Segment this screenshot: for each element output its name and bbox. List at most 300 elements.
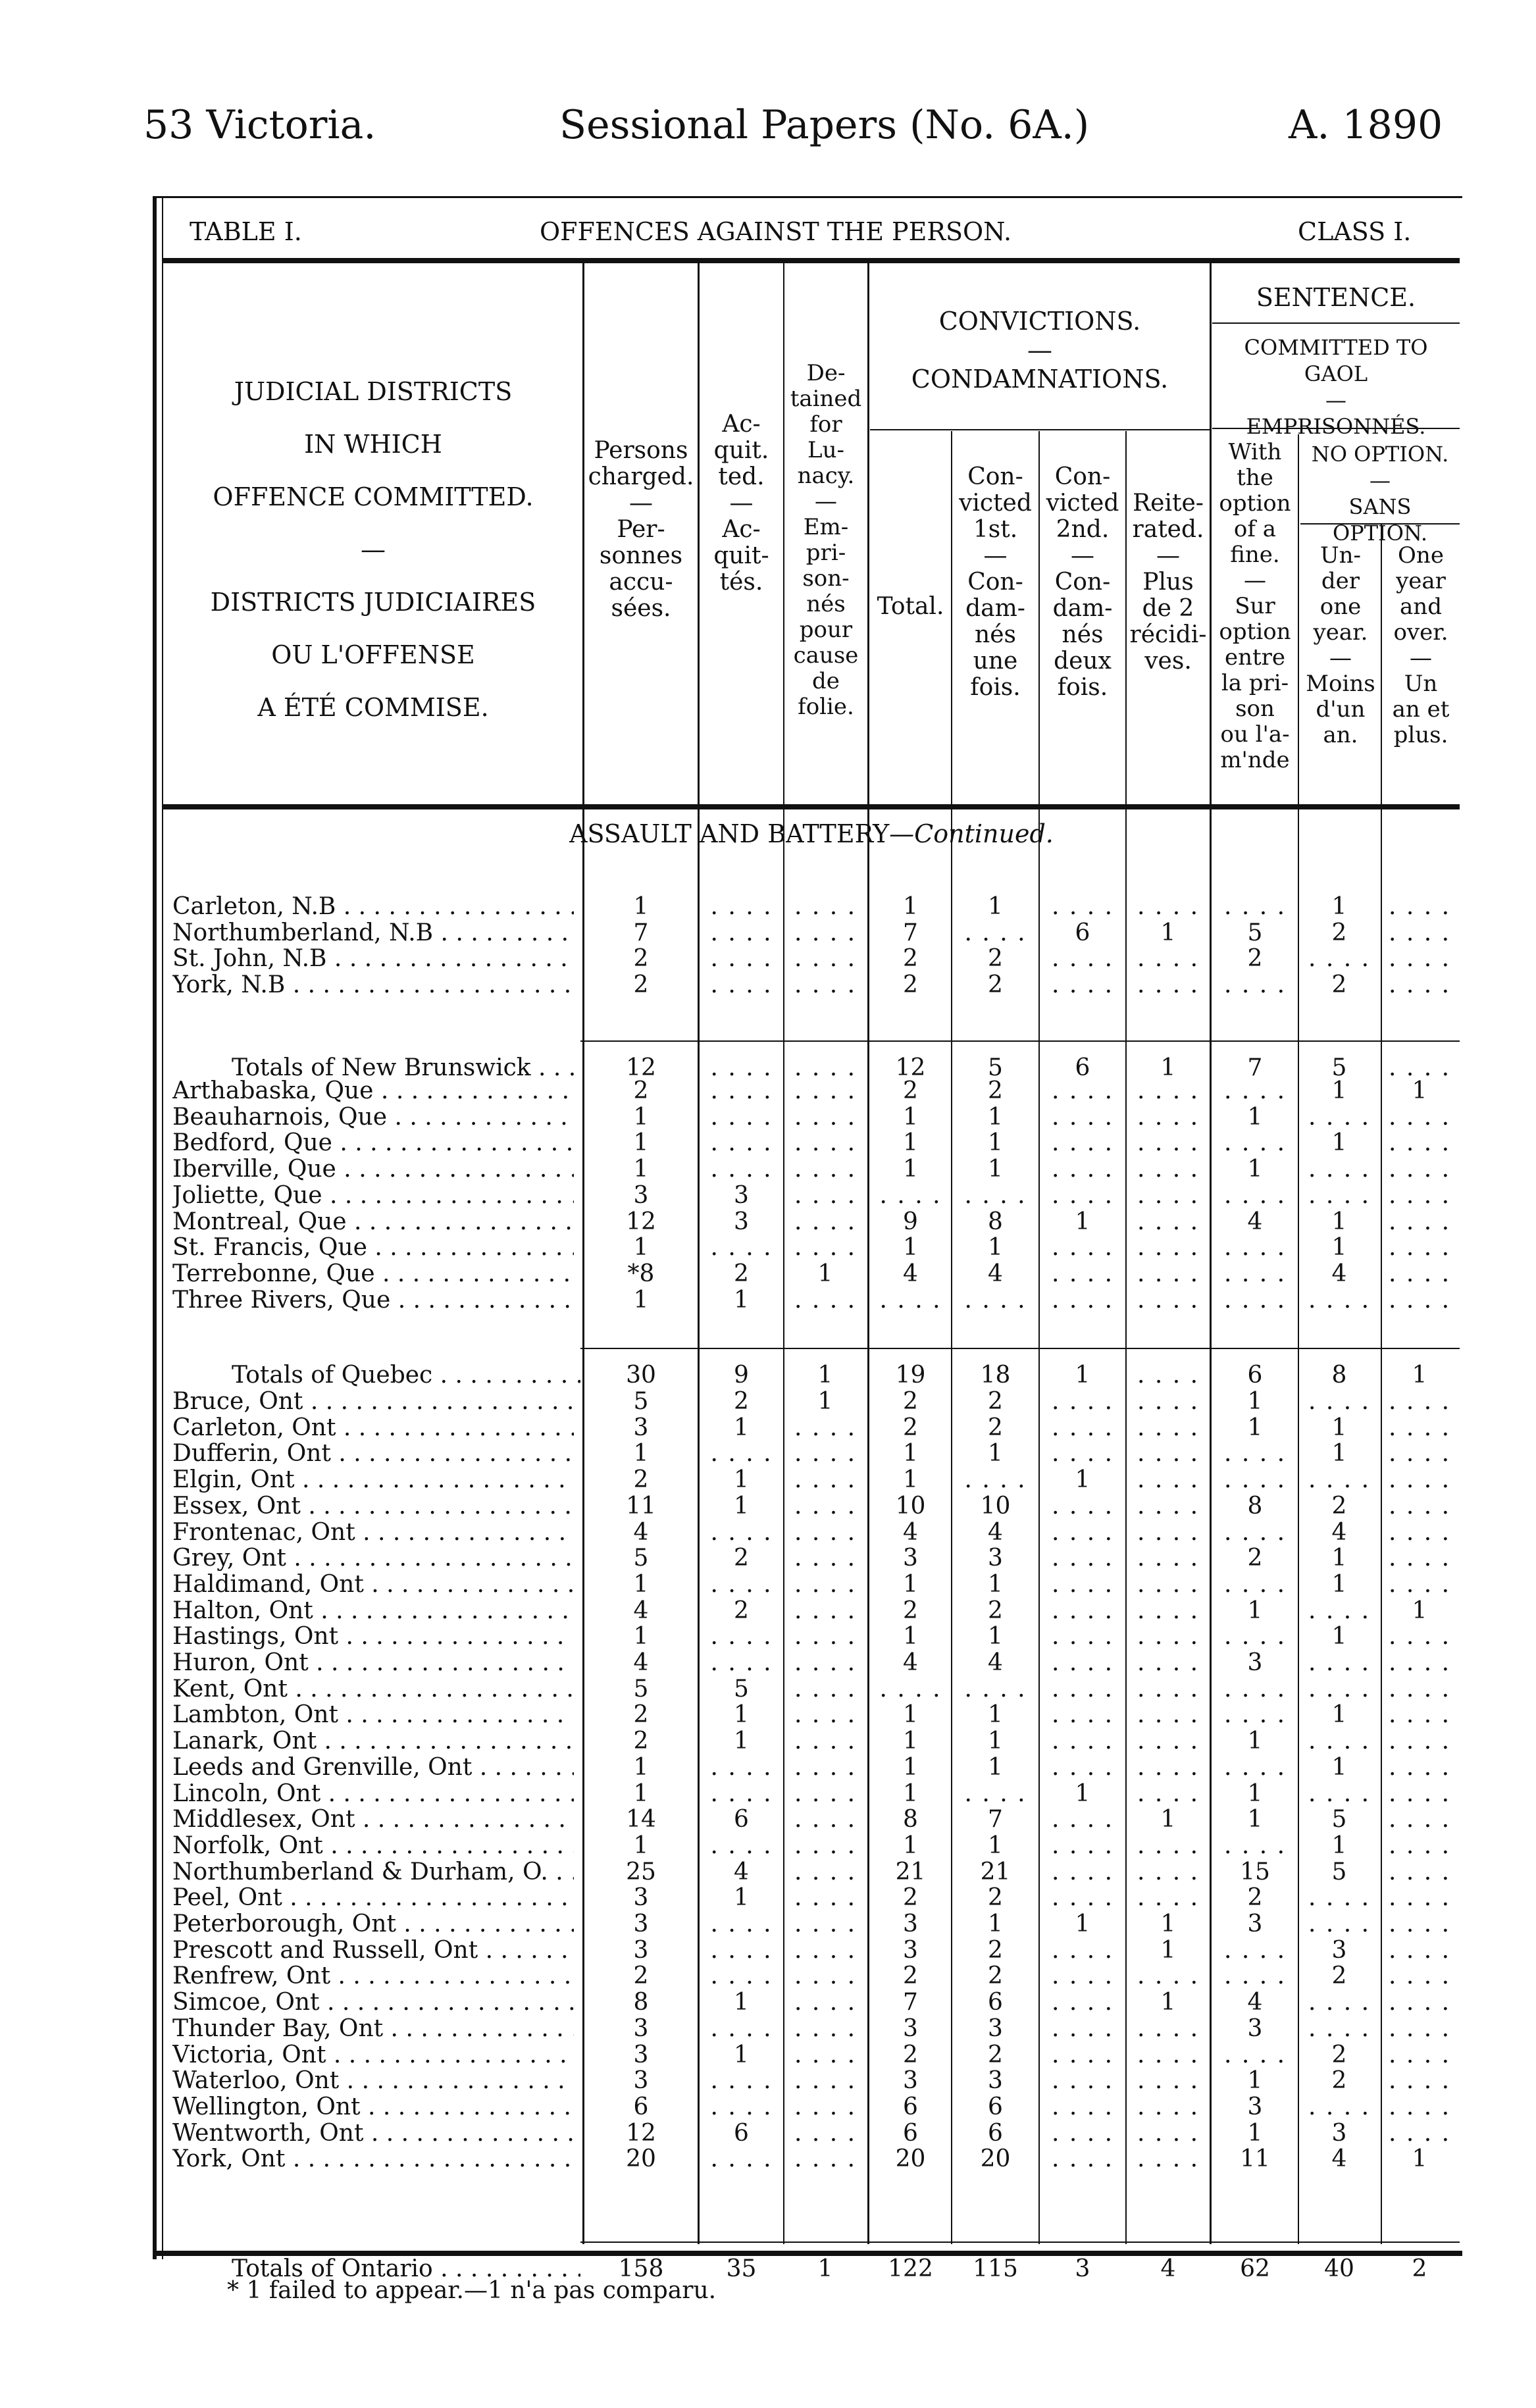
table-row <box>172 1261 1456 1287</box>
table-cell: 1 <box>1331 1129 1347 1157</box>
table-cell: . . . . <box>794 893 857 920</box>
district-name: Norfolk, Ont . . . <box>172 1833 574 1859</box>
table-cell: 1 <box>988 1156 1003 1183</box>
district-name: Hastings, Ont . . . <box>172 1624 574 1650</box>
table-cell: . . . . <box>1137 1962 1200 1990</box>
table-cell: 4 <box>988 1260 1003 1287</box>
table-cell: 5 <box>988 1054 1003 1081</box>
district-name: Iberville, Que . . . <box>172 1156 574 1183</box>
table-cell: 1 <box>633 1832 649 1859</box>
district-name: Dufferin, Ont . . . <box>172 1441 574 1467</box>
table-cell: 1 <box>1247 1414 1263 1441</box>
table-cell: . . . . <box>1137 893 1200 920</box>
table-cell: . . . . <box>794 1832 857 1859</box>
district-name: Peel, Ont . . . <box>172 1885 574 1911</box>
table-cell: . . . . <box>1137 2119 1200 2147</box>
table-cell: . . . . <box>794 1623 857 1651</box>
table-row <box>172 1572 1456 1598</box>
table-cell: 14 <box>626 1806 656 1833</box>
district-name: York, Ont . . . <box>172 2146 574 2172</box>
table-cell: 5 <box>633 1388 649 1415</box>
table-cell: . . . . <box>1137 1518 1200 1546</box>
table-cell: . . . . <box>1388 2119 1451 2147</box>
table-cell: 1 <box>1160 1054 1176 1081</box>
district-name: Waterloo, Ont . . . <box>172 2068 574 2094</box>
table-cell: 1 <box>817 2255 833 2282</box>
table-cell: 8 <box>633 1989 649 2016</box>
table-cell: 15 <box>1240 1858 1270 1885</box>
table-cell: 6 <box>1075 1054 1090 1081</box>
table-cell: . . . . <box>1388 945 1451 973</box>
table-cell: 1 <box>1331 1753 1347 1781</box>
table-cell: 1 <box>1247 1103 1263 1131</box>
table-cell: 1 <box>633 1234 649 1262</box>
table-cell: 1 <box>903 1440 918 1468</box>
table-cell: 1 <box>903 1156 918 1183</box>
table-cell: . . . . <box>1388 1414 1451 1441</box>
header-committed: COMMITTED TO GAOL — EMPRISONNÉS. <box>1244 335 1428 439</box>
table-cell: . . . . <box>1388 1780 1451 1807</box>
table-cell: 9 <box>734 1362 749 1389</box>
table-cell: 1 <box>1247 2067 1263 2095</box>
table-row <box>172 1235 1456 1261</box>
table-cell: 3 <box>988 1545 1003 1572</box>
table-cell: . . . . <box>794 1858 857 1885</box>
table-cell: 1 <box>1412 1597 1427 1624</box>
table-cell: . . . . <box>1388 1962 1451 1990</box>
table-cell: . . . . <box>794 1701 857 1729</box>
table-cell: . . . . <box>964 1466 1027 1494</box>
district-name: Northumberland, N.B . . . <box>172 920 574 946</box>
table-cell: . . . . <box>1388 1518 1451 1546</box>
table-cell: . . . . <box>1308 1649 1371 1676</box>
table-cell: . . . . <box>710 2145 773 2173</box>
table-cell: . . . . <box>794 1414 857 1441</box>
table-row <box>172 1520 1456 1546</box>
table-cell: . . . . <box>794 1286 857 1314</box>
table-cell: 1 <box>1075 1208 1090 1235</box>
table-cell: 3 <box>903 1936 918 1964</box>
table-cell: 2 <box>903 1597 918 1624</box>
table-cell: . . . . <box>1388 1129 1451 1157</box>
table-cell: . . . . <box>1223 1286 1287 1314</box>
table-cell: . . . . <box>710 1570 773 1598</box>
header-under-one-year: Un- der one year. — Moins d'un an. <box>1306 542 1375 748</box>
table-cell: . . . . <box>710 1518 773 1546</box>
table-cell: 1 <box>988 1234 1003 1262</box>
table-cell: . . . . <box>794 1753 857 1781</box>
table-row <box>172 1287 1456 1314</box>
table-cell: 3 <box>633 1936 649 1964</box>
table-row <box>172 1806 1456 1833</box>
table-cell: 2 <box>1331 1492 1347 1520</box>
table-cell: 12 <box>626 2119 656 2147</box>
table-cell: . . . . <box>1388 971 1451 999</box>
table-cell: . . . . <box>1388 1649 1451 1676</box>
table-cell: . . . . <box>1388 2041 1451 2068</box>
table-cell: 7 <box>988 1806 1003 1833</box>
table-cell: 2 <box>988 1597 1003 1624</box>
district-name: Terrebonne, Que . . . <box>172 1261 574 1287</box>
table-cell: . . . . <box>1388 893 1451 920</box>
table-cell: 1 <box>1160 1806 1176 1833</box>
table-cell: . . . . <box>1223 1753 1287 1781</box>
table-cell: . . . . <box>1388 1701 1451 1729</box>
table-cell: . . . . <box>710 2093 773 2120</box>
table-cell: . . . . <box>794 1597 857 1624</box>
header-acquitted: Ac- quit. ted. — Ac- quit- tés. <box>713 411 769 596</box>
table-cell: . . . . <box>1308 1675 1371 1703</box>
table-cell: 1 <box>633 1103 649 1131</box>
table-cell: . . . . <box>1137 2014 1200 2042</box>
table-cell: . . . . <box>1308 1103 1371 1131</box>
table-cell: 10 <box>980 1492 1011 1520</box>
table-cell: 1 <box>903 1753 918 1781</box>
district-name: Leeds and Grenville, Ont . . . <box>172 1755 574 1781</box>
table-cell: 1 <box>633 1570 649 1598</box>
table-cell: 1 <box>1247 1597 1263 1624</box>
table-cell: . . . . <box>1308 1388 1371 1415</box>
table-cell: . . . . <box>1137 1129 1200 1157</box>
table-cell: . . . . <box>794 1910 857 1937</box>
table-cell: . . . . <box>1051 1414 1114 1441</box>
table-cell: . . . . <box>710 1832 773 1859</box>
table-row <box>172 1183 1456 1209</box>
running-head-left: 53 Victoria. <box>143 102 376 148</box>
table-cell: 1 <box>988 1728 1003 1755</box>
table-cell: . . . . <box>1137 1156 1200 1183</box>
table-cell: 1 <box>1412 1362 1427 1389</box>
table-cell: 2 <box>1247 1545 1263 1572</box>
table-cell: 10 <box>895 1492 926 1520</box>
table-cell: 2 <box>734 1388 749 1415</box>
totals-row <box>172 1362 1456 1389</box>
table-cell: 1 <box>633 1129 649 1157</box>
table-cell: 6 <box>988 2093 1003 2120</box>
table-cell: . . . . <box>1388 1234 1451 1262</box>
table-row <box>172 1963 1456 1989</box>
table-cell: . . . . <box>1137 1286 1200 1314</box>
table-row <box>172 1545 1456 1572</box>
table-cell: 1 <box>988 1753 1003 1781</box>
table-cell: 1 <box>817 1362 833 1389</box>
table-cell: 11 <box>1240 2145 1270 2173</box>
table-cell: . . . . <box>1137 1260 1200 1287</box>
table-cell: . . . . <box>964 919 1027 946</box>
table-cell: . . . . <box>1388 1753 1451 1781</box>
table-cell: 2 <box>633 1701 649 1729</box>
table-cell: . . . . <box>1051 1936 1114 1964</box>
table-cell: 2 <box>633 1962 649 1990</box>
table-cell: . . . . <box>1051 2067 1114 2095</box>
table-row <box>172 1911 1456 1937</box>
table-row <box>172 920 1456 946</box>
table-cell: 1 <box>734 1989 749 2016</box>
table-cell: 2 <box>633 945 649 973</box>
table-cell: . . . . <box>964 1780 1027 1807</box>
table-cell: 1 <box>988 1910 1003 1937</box>
table-cell: . . . . <box>1051 2145 1114 2173</box>
table-cell: . . . . <box>1051 1858 1114 1885</box>
table-cell: . . . . <box>1388 1989 1451 2016</box>
table-cell: . . . . <box>1051 1156 1114 1183</box>
district-name: Huron, Ont . . . <box>172 1650 574 1676</box>
table-cell: 3 <box>734 1181 749 1209</box>
table-cell: 1 <box>734 2041 749 2068</box>
district-name: Prescott and Russell, Ont . . . <box>172 1937 574 1964</box>
district-name: Elgin, Ont . . . <box>172 1467 574 1493</box>
running-head-right: A. 1890 <box>1289 102 1443 148</box>
table-cell: 1 <box>633 1780 649 1807</box>
table-cell: . . . . <box>1223 2041 1287 2068</box>
table-cell: 1 <box>903 1103 918 1131</box>
table-cell: 115 <box>973 2255 1018 2282</box>
table-cell: . . . . <box>1137 1753 1200 1781</box>
table-cell: 62 <box>1240 2255 1270 2282</box>
table-cell: . . . . <box>1137 1414 1200 1441</box>
table-cell: . . . . <box>794 1077 857 1104</box>
district-name: Frontenac, Ont . . . <box>172 1520 574 1546</box>
table-cell: . . . . <box>1223 893 1287 920</box>
table-cell: 1 <box>1075 1910 1090 1937</box>
table-cell: . . . . <box>1137 1388 1200 1415</box>
table-cell: . . . . <box>710 1077 773 1104</box>
district-name: Arthabaska, Que . . . <box>172 1078 574 1104</box>
table-cell: 1 <box>633 1753 649 1781</box>
table-cell: . . . . <box>1051 1753 1114 1781</box>
table-row <box>172 946 1456 972</box>
table-cell: . . . . <box>1223 1077 1287 1104</box>
table-cell: . . . . <box>1223 1962 1287 1990</box>
header-district: JUDICIAL DISTRICTS IN WHICH OFFENCE COMMITTED. — DISTRICTS JUDICIAIRES OU L'OFFENSE A ÉTÉ COMMISE. <box>210 377 536 722</box>
table-cell: . . . . <box>1051 1728 1114 1755</box>
table-cell: . . . . <box>710 1649 773 1676</box>
table-cell: . . . . <box>1051 1884 1114 1912</box>
table-cell: . . . . <box>1137 945 1200 973</box>
table-cell: . . . . <box>710 1103 773 1131</box>
district-name: St. John, N.B . . . <box>172 946 574 972</box>
district-name: Simcoe, Ont . . . <box>172 1989 574 2016</box>
table-cell: . . . . <box>1388 1156 1451 1183</box>
table-row <box>172 1493 1456 1520</box>
header-sentence: SENTENCE. <box>1256 283 1416 312</box>
district-name: Wentworth, Ont . . . <box>172 2120 574 2147</box>
table-cell: 122 <box>888 2255 933 2282</box>
table-cell: 1 <box>1247 1806 1263 1833</box>
district-name: Thunder Bay, Ont . . . <box>172 2016 574 2042</box>
table-cell: 1 <box>1412 1077 1427 1104</box>
table-cell: . . . . <box>1223 1466 1287 1494</box>
header-total: Total. <box>877 593 944 620</box>
table-cell: . . . . <box>1388 1832 1451 1859</box>
table-cell: 2 <box>1331 919 1347 946</box>
table-cell: 3 <box>633 2014 649 2042</box>
table-cell: 2 <box>903 945 918 973</box>
table-cell: . . . . <box>710 1054 773 1081</box>
table-cell: 3 <box>903 2014 918 2042</box>
table-row <box>172 972 1456 998</box>
district-name: Lanark, Ont . . . <box>172 1728 574 1755</box>
table-row <box>172 1989 1456 2016</box>
district-name: Montreal, Que . . . <box>172 1209 574 1235</box>
table-cell: . . . . <box>794 2041 857 2068</box>
table-row <box>172 1885 1456 1911</box>
table-cell: 4 <box>903 1649 918 1676</box>
table-cell: 5 <box>734 1675 749 1703</box>
table-cell: . . . . <box>1137 1362 1200 1389</box>
table-row <box>172 2042 1456 2068</box>
table-cell: 6 <box>988 1989 1003 2016</box>
table-cell: 1 <box>1160 1989 1176 2016</box>
table-cell: . . . . <box>1223 1832 1287 1859</box>
top-rule <box>153 196 1462 198</box>
table-cell: 3 <box>633 1181 649 1209</box>
table-cell: . . . . <box>1308 1156 1371 1183</box>
table-cell: . . . . <box>1223 1570 1287 1598</box>
table-cell: . . . . <box>1051 2014 1114 2042</box>
table-cell: . . . . <box>1137 1440 1200 1468</box>
table-cell: . . . . <box>1388 1884 1451 1912</box>
table-cell: 3 <box>633 2067 649 2095</box>
table-cell: 6 <box>633 2093 649 2120</box>
header-convicted-1st: Con- victed 1st. — Con- dam- nés une fois. <box>959 463 1032 701</box>
table-cell: 6 <box>1247 1362 1263 1389</box>
table-cell: 1 <box>903 1129 918 1157</box>
table-cell: 1 <box>817 1388 833 1415</box>
title-bottom-rule <box>163 258 1460 263</box>
table-cell: . . . . <box>1388 2093 1451 2120</box>
table-cell: . . . . <box>794 945 857 973</box>
district-name: Renfrew, Ont . . . <box>172 1963 574 1989</box>
table-cell: . . . . <box>710 1753 773 1781</box>
table-cell: . . . . <box>1137 1492 1200 1520</box>
table-cell: . . . . <box>1308 1780 1371 1807</box>
table-cell: 3 <box>988 2014 1003 2042</box>
table-cell: . . . . <box>710 1234 773 1262</box>
table-cell: . . . . <box>1388 1623 1451 1651</box>
table-cell: . . . . <box>1308 1466 1371 1494</box>
table-cell: 21 <box>895 1858 926 1885</box>
table-cell: 3 <box>633 2041 649 2068</box>
table-cell: 19 <box>895 1362 926 1389</box>
table-cell: . . . . <box>1137 971 1200 999</box>
table-cell: 1 <box>1247 1156 1263 1183</box>
table-cell: . . . . <box>1388 1545 1451 1572</box>
table-cell: . . . . <box>1051 1623 1114 1651</box>
header-bottom-rule <box>163 804 1460 809</box>
district-name: York, N.B . . . <box>172 972 574 998</box>
table-cell: . . . . <box>1388 1440 1451 1468</box>
table-cell: 1 <box>1331 1414 1347 1441</box>
table-cell: 4 <box>633 1649 649 1676</box>
table-cell: . . . . <box>1137 2041 1200 2068</box>
table-cell: 1 <box>1331 893 1347 920</box>
table-cell: . . . . <box>1051 1077 1114 1104</box>
table-cell: 35 <box>726 2255 757 2282</box>
conv-rule <box>870 429 1210 430</box>
table-row <box>172 1702 1456 1728</box>
district-name: Three Rivers, Que . . . <box>172 1287 574 1314</box>
table-cell: 1 <box>734 1492 749 1520</box>
table-cell: . . . . <box>1388 919 1451 946</box>
table-cell: 3 <box>633 1414 649 1441</box>
table-cell: 1 <box>903 893 918 920</box>
table-cell: . . . . <box>1137 1077 1200 1104</box>
table-cell: 3 <box>1331 1936 1347 1964</box>
table-cell: . . . . <box>710 1156 773 1183</box>
table-row <box>172 1624 1456 1650</box>
header-fine-option: With the option of a fine. — Sur option entre la pri- son ou l'a- m'nde <box>1219 439 1291 773</box>
table-cell: 2 <box>633 1077 649 1104</box>
table-cell: 5 <box>1247 919 1263 946</box>
frame-inner-rule <box>162 196 163 2259</box>
header-lunacy: De- tained for Lu- nacy. — Em- pri- son- nés pour cause de folie. <box>790 360 862 720</box>
sentence-rule <box>1212 322 1460 324</box>
district-name: Peterborough, Ont . . . <box>172 1911 574 1937</box>
table-class: CLASS I. <box>1298 217 1412 246</box>
table-cell: 1 <box>988 1701 1003 1729</box>
table-cell: . . . . <box>1388 1466 1451 1494</box>
district-name: Lincoln, Ont . . . <box>172 1781 574 1807</box>
table-cell: 1 <box>903 1570 918 1598</box>
table-cell: 2 <box>1331 971 1347 999</box>
table-cell: . . . . <box>1137 1675 1200 1703</box>
table-cell: . . . . <box>1388 1728 1451 1755</box>
table-cell: . . . . <box>964 1675 1027 1703</box>
table-cell: 8 <box>903 1806 918 1833</box>
header-charged: Persons charged. — Per- sonnes accu- sées. <box>588 437 694 622</box>
table-cell: . . . . <box>710 1936 773 1964</box>
table-cell: 21 <box>980 1858 1011 1885</box>
table-row <box>172 1441 1456 1467</box>
table-cell: . . . . <box>1137 1858 1200 1885</box>
total-rule <box>580 1348 1460 1349</box>
table-cell: . . . . <box>1388 1388 1451 1415</box>
table-cell: . . . . <box>964 1286 1027 1314</box>
table-cell: 20 <box>626 2145 656 2173</box>
table-cell: . . . . <box>1051 1545 1114 1572</box>
table-cell: . . . . <box>964 1181 1027 1209</box>
table-cell: 158 <box>618 2255 664 2282</box>
table-cell: . . . . <box>1051 1518 1114 1546</box>
table-cell: 2 <box>988 1414 1003 1441</box>
district-name: Beauharnois, Que . . . <box>172 1104 574 1131</box>
table-cell: 1 <box>903 1234 918 1262</box>
table-cell: . . . . <box>710 971 773 999</box>
header-no-option: NO OPTION. — SANS OPTION. <box>1311 442 1449 546</box>
table-row <box>172 1728 1456 1755</box>
table-cell: . . . . <box>1388 2067 1451 2095</box>
table-cell: 1 <box>988 1129 1003 1157</box>
table-cell: . . . . <box>1223 1260 1287 1287</box>
table-cell: 3 <box>903 1910 918 1937</box>
table-cell: 2 <box>1247 945 1263 973</box>
table-row <box>172 1781 1456 1807</box>
table-cell: . . . . <box>1051 945 1114 973</box>
table-cell: 2 <box>988 1962 1003 1990</box>
table-cell: 2 <box>1331 1962 1347 1990</box>
table-cell: . . . . <box>1223 971 1287 999</box>
table-cell: . . . . <box>1051 1103 1114 1131</box>
table-cell: . . . . <box>710 1962 773 1990</box>
table-cell: 5 <box>1331 1054 1347 1081</box>
table-cell: 3 <box>633 1910 649 1937</box>
table-row <box>172 1389 1456 1415</box>
table-cell: 2 <box>903 1388 918 1415</box>
table-cell: . . . . <box>794 1675 857 1703</box>
table-cell: 1 <box>903 1728 918 1755</box>
table-cell: . . . . <box>794 1989 857 2016</box>
